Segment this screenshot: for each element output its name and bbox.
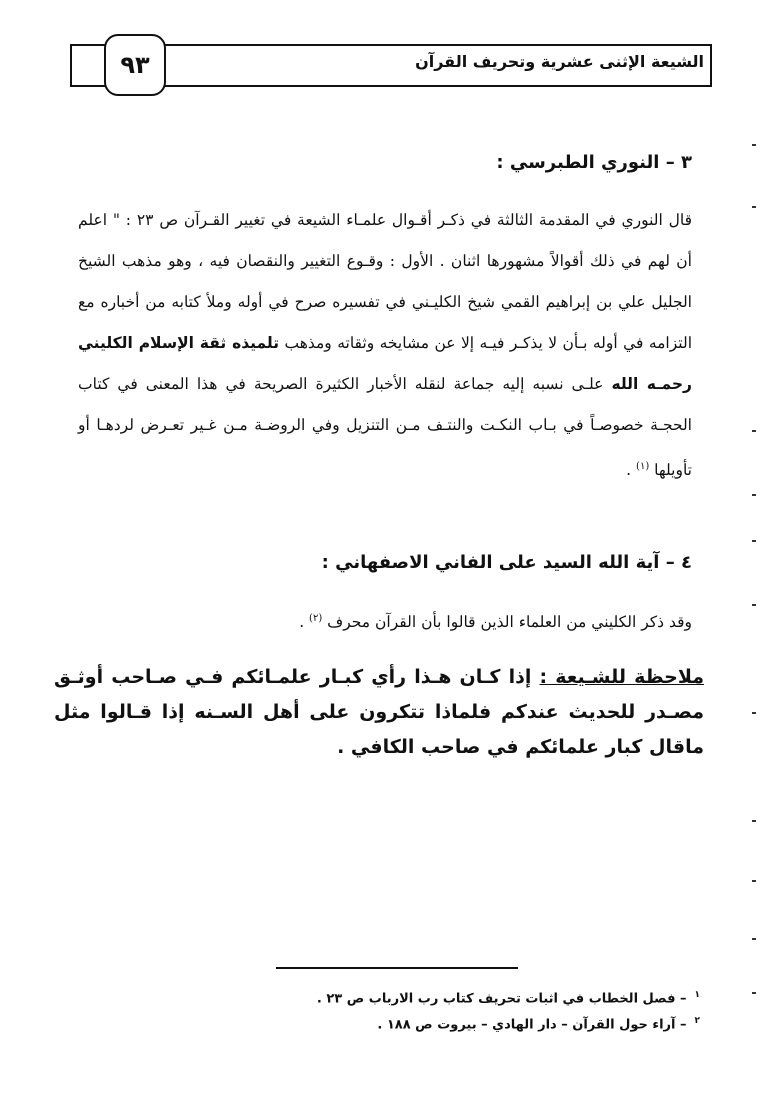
section-3-text-start: قال النوري في المقدمة الثالثة في ذكـر أقـوال علمـاء الشيعة في تغيير القـرآن ص ٢٣ : " اعلم أن لهم في ذلك أقوالاً مشهورها اثنان . الأول : وقـوع التغيير والنقصان فيه ، وهو مذهب الشيخ الجليل علي بن إبراهيم القمي شيخ الكليـني في تفسيره صرح في أوله وملأ كتابه من أخباره مع التزامه في أوله بـأن لا يذكـر فيـه إلا عن مشايخه وثقاته ومذهب <box>78 211 693 352</box>
margin-mark <box>752 144 756 146</box>
margin-mark <box>752 540 756 542</box>
note-label: ملاحظة للشـيعة : <box>539 666 705 688</box>
section-4-paragraph <box>78 598 692 643</box>
footnote-2 <box>317 1010 700 1036</box>
footnote-ref-1: (١) <box>636 461 650 472</box>
margin-mark <box>752 206 756 208</box>
note-paragraph <box>54 660 704 765</box>
footnote-1-text: – فصل الخطاب في اثبات تحريف كتاب رب الارباب ص ٢٣ . <box>316 991 687 1007</box>
section-3-text-end: علـى نسبه إليه جماعة لنقله الأخبار الكثيرة الصريحة في هذا المعنى في كتاب الحجـة خصوصـاً في بـاب النكـت والنتـف مـن التنزيل وفي الروضـة مـن غـير تعـرض لردهـا أو تأويلها <box>78 375 692 480</box>
footnote-2-text: – آراء حول القرآن – دار الهادي – بيروت ص ١٨٨ . <box>377 1017 687 1033</box>
section-3-paragraph <box>78 200 692 491</box>
footnote-1 <box>317 984 700 1010</box>
margin-mark <box>752 430 756 432</box>
footnote-2-number: ٢ <box>694 1016 700 1027</box>
section-4-close: . <box>299 613 310 632</box>
page-number: ٩٣ <box>104 34 166 96</box>
section-4-heading: ٤ – آية الله السيد على الفاني الاصفهاني : <box>321 552 692 573</box>
margin-mark <box>752 880 756 882</box>
section-4-text: وقد ذكر الكليني من العلماء الذين قالوا بأن القرآن محرف <box>327 613 692 632</box>
header-title: الشيعة الإثنى عشرية وتحريف القرآن <box>415 52 704 71</box>
footnotes <box>317 984 700 1037</box>
margin-mark <box>752 938 756 940</box>
margin-mark <box>752 494 756 496</box>
footnote-1-number: ١ <box>694 990 700 1000</box>
footnote-separator <box>276 967 518 969</box>
margin-mark <box>752 820 756 822</box>
margin-mark <box>752 712 756 714</box>
section-3-bold-text: تلميذه ثقة الإسلام الكليني رحمـه الله <box>78 334 692 393</box>
margin-mark <box>752 992 756 994</box>
section-3-close: . <box>626 461 637 480</box>
note-text: إذا كـان هـذا رأي كبـار علمـائكم فـي صـاحب أوثـق مصـدر للحديث عندكم فلماذا تتكرون على أهل السـنه إذا قـالوا مثل ماقال كبار علمائكم في صاحب الكافي . <box>54 666 704 758</box>
footnote-ref-2: (٢) <box>309 613 323 624</box>
section-3-heading: ٣ – النوري الطبرسي : <box>496 152 692 173</box>
margin-mark <box>752 604 756 606</box>
